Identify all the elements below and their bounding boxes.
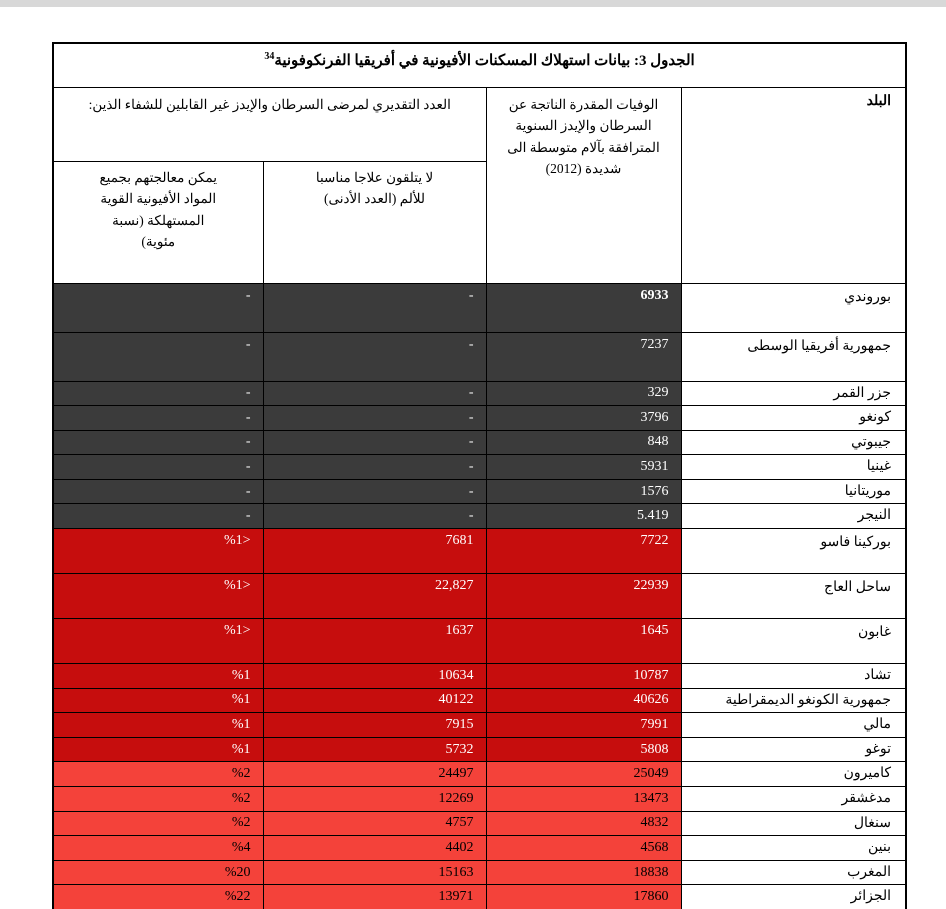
deaths-cell-value: 17860 — [633, 889, 669, 905]
treatable-cell — [53, 619, 263, 664]
deaths-cell — [486, 529, 681, 574]
table-row — [53, 713, 906, 738]
treatable-cell — [53, 836, 263, 861]
untreated-cell — [263, 381, 486, 406]
deaths-cell — [486, 885, 681, 909]
country-cell-value: النيجر — [857, 508, 892, 524]
deaths-cell-value: 5931 — [640, 459, 669, 475]
untreated-cell-value: 4757 — [445, 815, 474, 831]
country-cell-value: توغو — [865, 741, 892, 757]
deaths-cell — [486, 574, 681, 619]
untreated-cell-value: 5732 — [445, 741, 474, 757]
country-cell — [681, 529, 906, 574]
country-cell — [681, 504, 906, 529]
country-cell — [681, 332, 906, 381]
untreated-cell — [263, 332, 486, 381]
table-row — [53, 430, 906, 455]
untreated-cell-value: 15163 — [438, 864, 474, 880]
treatable-cell — [53, 430, 263, 455]
country-cell-value: بوركينا فاسو — [820, 535, 892, 551]
country-cell — [681, 811, 906, 836]
deaths-cell-value: 4832 — [640, 815, 669, 831]
country-cell — [681, 455, 906, 480]
table-row — [53, 664, 906, 689]
country-cell — [681, 664, 906, 689]
country-cell — [681, 860, 906, 885]
treatable-cell-value: - — [245, 508, 251, 524]
country-cell — [681, 688, 906, 713]
table-row — [53, 619, 906, 664]
deaths-cell — [486, 811, 681, 836]
untreated-cell — [263, 574, 486, 619]
deaths-cell-value: 7237 — [640, 336, 669, 352]
treatable-cell — [53, 283, 263, 332]
country-cell-value: جمهورية الكونغو الديمقراطية — [725, 692, 892, 708]
country-cell — [681, 762, 906, 787]
treatable-cell — [53, 504, 263, 529]
table-row — [53, 504, 906, 529]
treatable-cell — [53, 406, 263, 431]
treatable-cell-value: %1> — [223, 623, 251, 639]
column-header-untreated: لا يتلقون علاجا مناسبا للألم (العدد الأدنى) — [263, 161, 486, 283]
untreated-cell — [263, 811, 486, 836]
treatable-cell — [53, 811, 263, 836]
untreated-cell-value: 13971 — [438, 889, 474, 905]
treatable-cell-value: %2 — [231, 766, 251, 782]
untreated-cell-value: - — [468, 508, 474, 524]
treatable-cell — [53, 479, 263, 504]
deaths-cell — [486, 332, 681, 381]
treatable-cell — [53, 574, 263, 619]
untreated-cell — [263, 406, 486, 431]
treatable-cell-value: %1 — [231, 717, 251, 733]
country-cell — [681, 619, 906, 664]
table-row — [53, 479, 906, 504]
country-cell-value: بوروندي — [844, 289, 892, 305]
untreated-cell-value: - — [468, 483, 474, 499]
deaths-cell — [486, 762, 681, 787]
untreated-cell-value: 7681 — [445, 533, 474, 549]
deaths-cell-value: 5808 — [640, 741, 669, 757]
untreated-cell — [263, 283, 486, 332]
opioid-consumption-table-wrap — [52, 42, 907, 909]
deaths-cell-value: 3796 — [640, 409, 669, 425]
country-cell — [681, 787, 906, 812]
country-cell — [681, 406, 906, 431]
deaths-cell — [486, 787, 681, 812]
table-row — [53, 381, 906, 406]
treatable-cell-value: %2 — [231, 790, 251, 806]
country-cell-value: جمهورية أفريقيا الوسطى — [747, 338, 892, 354]
treatable-cell — [53, 455, 263, 480]
treatable-cell — [53, 885, 263, 909]
deaths-cell — [486, 406, 681, 431]
untreated-cell — [263, 737, 486, 762]
untreated-cell-value: 10634 — [438, 667, 474, 683]
country-cell-value: جزر القمر — [833, 385, 892, 401]
table-row — [53, 860, 906, 885]
country-cell-value: مدغشقر — [841, 791, 892, 807]
column-header-country: البلد — [681, 87, 906, 283]
country-cell — [681, 836, 906, 861]
deaths-cell-value: 6933 — [640, 287, 669, 303]
table-body — [53, 283, 906, 909]
table-title-text: الجدول 3: بيانات استهلاك المسكنات الأفيونية في أفريقيا الفرنكوفونية — [274, 53, 695, 69]
treatable-cell-value: - — [245, 336, 251, 352]
treatable-cell-value: %22 — [224, 889, 251, 905]
country-cell-value: تشاد — [864, 668, 892, 684]
untreated-cell-value: 7915 — [445, 717, 474, 733]
treatable-cell — [53, 381, 263, 406]
country-cell-value: بنين — [868, 840, 892, 856]
treatable-cell-value: - — [245, 483, 251, 499]
treatable-cell — [53, 787, 263, 812]
untreated-cell — [263, 713, 486, 738]
deaths-cell — [486, 713, 681, 738]
treatable-cell-value: %4 — [231, 840, 251, 856]
treatable-cell-value: %1 — [231, 741, 251, 757]
country-cell-value: جيبوتي — [851, 434, 892, 450]
scan-edge — [0, 0, 946, 7]
untreated-cell — [263, 688, 486, 713]
table-row — [53, 406, 906, 431]
deaths-cell-value: 4568 — [640, 840, 669, 856]
untreated-cell-value: 4402 — [445, 840, 474, 856]
table-row — [53, 455, 906, 480]
untreated-cell — [263, 787, 486, 812]
untreated-cell-value: - — [468, 434, 474, 450]
treatable-cell — [53, 332, 263, 381]
treatable-cell-value: %1> — [223, 533, 251, 549]
treatable-cell — [53, 688, 263, 713]
treatable-cell-value: %2 — [231, 815, 251, 831]
country-cell-value: غابون — [858, 625, 892, 641]
country-cell — [681, 430, 906, 455]
untreated-cell — [263, 455, 486, 480]
deaths-cell-value: 22939 — [633, 578, 669, 594]
treatable-cell-value: %1 — [231, 692, 251, 708]
country-cell-value: غينيا — [866, 459, 892, 475]
country-cell — [681, 283, 906, 332]
treatable-cell-value: %1 — [231, 667, 251, 683]
treatable-cell — [53, 529, 263, 574]
untreated-cell — [263, 762, 486, 787]
untreated-cell-value: - — [468, 409, 474, 425]
column-header-deaths: الوفيات المقدرة الناتجة عن السرطان والإيدز السنوية المترافقة بآلام متوسطة الى شديدة (2012) — [486, 87, 681, 283]
table-row — [53, 283, 906, 332]
deaths-cell-value: 18838 — [633, 864, 669, 880]
untreated-cell-value: - — [468, 459, 474, 475]
untreated-cell-value: 24497 — [438, 766, 474, 782]
country-cell-value: كونغو — [859, 410, 892, 426]
title-row — [53, 43, 906, 87]
deaths-cell-value: 5.419 — [637, 508, 669, 524]
untreated-cell — [263, 529, 486, 574]
deaths-cell — [486, 860, 681, 885]
country-cell — [681, 737, 906, 762]
table-row — [53, 811, 906, 836]
treatable-cell-value: - — [245, 385, 251, 401]
deaths-cell — [486, 430, 681, 455]
deaths-cell-value: 7991 — [640, 717, 669, 733]
treatable-cell — [53, 762, 263, 787]
untreated-cell-value: 40122 — [438, 692, 474, 708]
country-cell — [681, 479, 906, 504]
country-cell — [681, 713, 906, 738]
deaths-cell-value: 1645 — [640, 623, 669, 639]
deaths-cell — [486, 737, 681, 762]
table-title-footnote: 34 — [264, 51, 275, 62]
treatable-cell-value: %1> — [223, 578, 251, 594]
deaths-cell — [486, 283, 681, 332]
deaths-cell — [486, 664, 681, 689]
deaths-cell — [486, 688, 681, 713]
deaths-cell-value: 13473 — [633, 790, 669, 806]
country-cell — [681, 574, 906, 619]
deaths-cell — [486, 479, 681, 504]
deaths-cell-value: 25049 — [633, 766, 669, 782]
untreated-cell — [263, 430, 486, 455]
untreated-cell — [263, 664, 486, 689]
country-cell — [681, 381, 906, 406]
treatable-cell — [53, 664, 263, 689]
treatable-cell-value: - — [245, 287, 251, 303]
header-row-1 — [53, 87, 906, 161]
treatable-cell-value: - — [245, 459, 251, 475]
opioid-consumption-table — [52, 42, 907, 909]
table-row — [53, 836, 906, 861]
table-row — [53, 787, 906, 812]
untreated-cell — [263, 885, 486, 909]
untreated-cell-value: - — [468, 287, 474, 303]
table-row — [53, 762, 906, 787]
country-cell — [681, 885, 906, 909]
country-cell-value: الجزائر — [850, 889, 892, 905]
deaths-cell — [486, 619, 681, 664]
deaths-cell — [486, 836, 681, 861]
column-header-group: العدد التقديري لمرضى السرطان والإيدز غير القابلين للشفاء الذين: — [53, 87, 486, 161]
deaths-cell — [486, 381, 681, 406]
untreated-cell-value: - — [468, 385, 474, 401]
country-cell-value: موريتانيا — [844, 483, 892, 499]
treatable-cell — [53, 737, 263, 762]
table-title — [53, 43, 906, 87]
deaths-cell — [486, 455, 681, 480]
treatable-cell-value: - — [245, 434, 251, 450]
untreated-cell-value: - — [468, 336, 474, 352]
treatable-cell — [53, 713, 263, 738]
country-cell-value: ساحل العاج — [824, 580, 892, 596]
deaths-cell — [486, 504, 681, 529]
country-cell-value: المغرب — [847, 864, 892, 880]
deaths-cell-value: 1576 — [640, 483, 669, 499]
untreated-cell-value: 1637 — [445, 623, 474, 639]
table-row — [53, 688, 906, 713]
treatable-cell-value: - — [245, 409, 251, 425]
table-row — [53, 529, 906, 574]
table-row — [53, 885, 906, 909]
untreated-cell — [263, 860, 486, 885]
deaths-cell-value: 7722 — [640, 533, 669, 549]
country-cell-value: مالي — [863, 717, 892, 733]
table-row — [53, 332, 906, 381]
treatable-cell — [53, 860, 263, 885]
country-cell-value: كاميرون — [843, 766, 892, 782]
untreated-cell — [263, 504, 486, 529]
table-row — [53, 737, 906, 762]
untreated-cell — [263, 619, 486, 664]
country-cell-value: سنغال — [853, 815, 892, 831]
deaths-cell-value: 848 — [647, 434, 669, 450]
untreated-cell — [263, 836, 486, 861]
untreated-cell — [263, 479, 486, 504]
deaths-cell-value: 10787 — [633, 667, 669, 683]
untreated-cell-value: 12269 — [438, 790, 474, 806]
treatable-cell-value: %20 — [224, 864, 251, 880]
table-row — [53, 574, 906, 619]
column-header-treatable: يمكن معالجتهم بجميع المواد الأفيونية القوية المستهلكة (نسبة مئوية) — [53, 161, 263, 283]
deaths-cell-value: 329 — [647, 385, 669, 401]
untreated-cell-value: 22,827 — [435, 578, 474, 594]
deaths-cell-value: 40626 — [633, 692, 669, 708]
